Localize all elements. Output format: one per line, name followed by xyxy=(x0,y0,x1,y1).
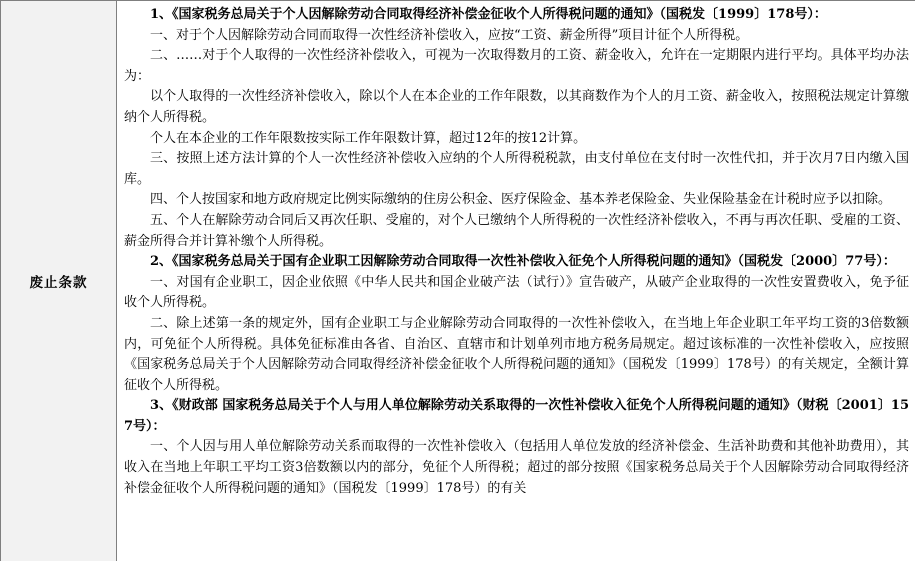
paragraph: 个人在本企业的工作年限数按实际工作年限数计算，超过12年的按12计算。 xyxy=(150,130,587,146)
paragraph: 一、对国有企业职工，因企业依照《中华人民共和国企业破产法（试行）》宣告破产，从破产企业取得的一次性安置费收入，免予征收个人所得税。 xyxy=(124,274,909,311)
section-heading: 3、《财政部 国家税务总局关于个人与用人单位解除劳动关系取得的一次性补偿收入征免个人所得税问题的通知》（财税〔2001〕157号）： xyxy=(124,398,909,434)
content-cell xyxy=(117,1,915,561)
paragraph: 二、除上述第一条的规定外，国有企业职工与企业解除劳动合同取得的一次性补偿收入，在当地上年企业职工年平均工资的3倍数额内，可免征个人所得税。具体免征标准由各省、自治区、直辖市和计划单列市地方税务局规定。超过该标准的一次性补偿收入，应按照《国家税务总局关于个人因解除劳动合同取得经济补偿金征收个人所得税问题的通知》（国税发〔1999〕178号）的有关规定，全额计算征收个人所得税。 xyxy=(124,315,909,393)
paragraph: 二、……对于个人取得的一次性经济补偿收入，可视为一次取得数月的工资、薪金收入，允许在一定期限内进行平均。具体平均办法为： xyxy=(124,48,909,84)
row-label: 废止条款 xyxy=(29,275,88,291)
paragraph: 以个人取得的一次性经济补偿收入，除以个人在本企业的工作年限数，以其商数作为个人的月工资、薪金收入，按照税法规定计算缴纳个人所得税。 xyxy=(124,89,909,125)
paragraph: 一、个人因与用人单位解除劳动关系而取得的一次性补偿收入（包括用人单位发放的经济补偿金、生活补助费和其他补助费用），其收入在当地上年职工平均工资3倍数额以内的部分，免征个人所得税；超过的部分按照《国家税务总局关于个人因解除劳动合同取得经济补偿金征收个人所得税问题的通知》（国税发〔1999〕178号）的有关 xyxy=(124,439,909,496)
section-heading: 2、《国家税务总局关于国有企业职工因解除劳动合同取得一次性补偿收入征免个人所得税问题的通知》（国税发〔2000〕77号）： xyxy=(150,254,896,270)
label-cell xyxy=(1,1,117,561)
paragraph: 三、按照上述方法计算的个人一次性经济补偿收入应纳的个人所得税税款，由支付单位在支付时一次性代扣，并于次月7日内缴入国库。 xyxy=(124,151,909,187)
paragraph: 一、对于个人因解除劳动合同而取得一次性经济补偿收入，应按“工资、薪金所得”项目计征个人所得税。 xyxy=(150,27,749,43)
paragraph: 五、个人在解除劳动合同后又再次任职、受雇的，对个人已缴纳个人所得税的一次性经济补偿收入，不再与再次任职、受雇的工资、薪金所得合并计算补缴个人所得税。 xyxy=(124,212,909,249)
section-heading: 1、《国家税务总局关于个人因解除劳动合同取得经济补偿金征收个人所得税问题的通知》（国税发〔1999〕178号）： xyxy=(150,7,827,22)
paragraph: 四、个人按国家和地方政府规定比例实际缴纳的住房公积金、医疗保险金、基本养老保险金、失业保险基金在计税时应予以扣除。 xyxy=(150,192,892,208)
